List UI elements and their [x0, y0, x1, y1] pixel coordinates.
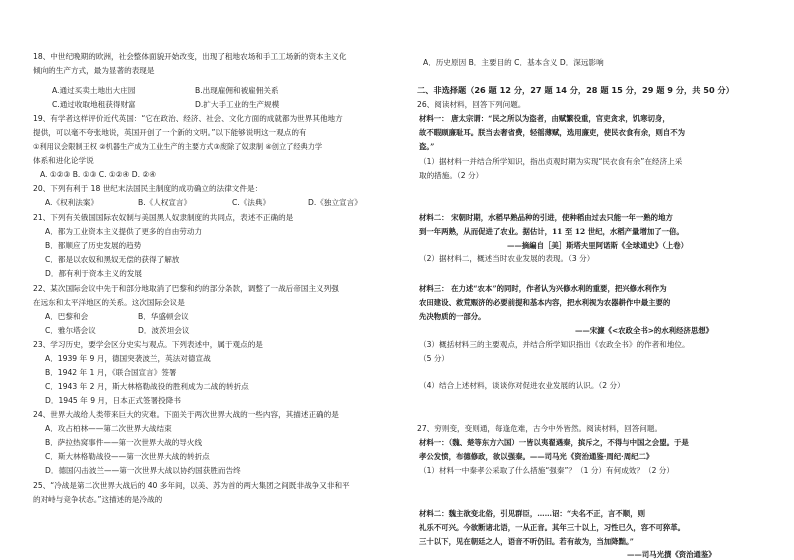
q21-option-a: A．都为工业资本主义提供了更多的自由劳动力	[45, 227, 203, 236]
q26-material2-line1: 材料二： 宋朝时期，水稻早熟品种的引进，使种稻由过去只能一年一熟的地方	[419, 213, 673, 222]
q27-material1-line1: 材料一：（魏、楚等东方六国）一皆以夷翟遇秦，摈斥之，不得与中国之会盟。于是	[419, 438, 689, 447]
q21-option-b: B．都顺应了历史发展的趋势	[45, 241, 142, 250]
q22-stem-line1: 22、某次国际会议中先于和部分地取消了巴黎和约的部分条款，调整了一战后帝国主义列强	[33, 284, 339, 293]
q21-stem: 21、下列有关俄国国际农奴制与美国黑人奴隶制度的共同点，表述不正确的是	[33, 213, 294, 222]
q27-material2-line2: 礼乐不可兴。今欲断诸北语，一从正音。其年三十以上，习性已久，容不可猝革。	[419, 523, 686, 532]
q22-option-a: A．巴黎和会	[45, 312, 89, 321]
q26-material1-line2: 故不暇顾廉耻耳。朕当去奢省费，轻徭薄赋，选用廉吏，使民衣食有余，则自不为	[419, 128, 686, 137]
q26-question4: （4）结合上述材料，谈谈你对促进农业发展的认识。（2 分）	[419, 381, 625, 390]
q27-question1: （1）材料一中秦孝公采取了什么措施“强秦”？（1 分）有何成效？（2 分）	[419, 466, 674, 475]
q26-material2-line2: 到一年两熟，从而促进了农业。据估计，11 至 12 世纪，水稻产量增加了一倍。	[419, 227, 684, 236]
q18-option-c: C.通过收取地租获得财富	[52, 100, 136, 109]
q23-option-c: C．1943 年 2 月，斯大林格勒战役的胜利成为二战的转折点	[45, 382, 249, 391]
q24-stem: 24、世界大战给人类带来巨大的灾难。下面关于两次世界大战的一些内容，其描述正确的是	[33, 410, 339, 419]
q18-option-b: B.出现雇佣和被雇佣关系	[195, 86, 279, 95]
q26-material3-source: ——宋濂《<农政全书>的水利经济思想》	[575, 326, 714, 335]
q22-option-c: C．雅尔塔会议	[45, 326, 96, 335]
q22-option-b: B．华盛顿会议	[138, 312, 189, 321]
q26-question1-line2: 取的措施。（2 分）	[419, 171, 484, 180]
q26-material1-line1: 材料一： 唐太宗谓：“民之所以为盗者，由赋繁役重，官吏贪求，饥寒切身，	[419, 114, 670, 123]
q26-material3-line2: 农田建设、救荒赈济的必要前提和基本内容，把水利视为农器耕作中最主要的	[419, 298, 671, 307]
q26-question1-line1: （1）据材料一并结合所学知识，指出贞观时期为实现“民衣食有余”在经济上采	[419, 157, 683, 166]
q20-option-a: A.《权利法案》	[45, 198, 99, 207]
q23-stem: 23、学习历史，要学会区分史实与观点。下列表述中，属于观点的是	[33, 340, 263, 349]
q19-answers: A. ①②③ B. ①③ C. ①②④ D. ②④	[40, 170, 157, 179]
q21-option-c: C．都是以农奴和黑奴无偿的获得了解放	[45, 255, 180, 264]
q27-intro: 27、穷则变，变则通，每逢危难，古今中外皆然。阅读材料，回答问题。	[417, 424, 663, 433]
q20-stem: 20、下列有利于 18 世纪末法国民主制度的成功确立的法律文件是：	[33, 184, 263, 193]
q19-stem-line2: 提供，可以毫不夸张地说，英国开创了一个新的文明。”以下能够说明这一观点的有	[33, 128, 307, 137]
q20-option-c: C.《法典》	[232, 198, 271, 207]
q19-options-line1: ①利用议会限制王权 ②机器生产成为工业生产的主要方式③废除了奴隶制 ④创立了经典力学	[33, 142, 323, 151]
q24-option-a: A．攻占柏林——第二次世界大战结束	[45, 424, 172, 433]
q26-question3-line2: （5 分）	[419, 354, 450, 363]
q19-stem-line1: 19、有学者这样评价近代英国：“它在政治、经济、社会、文化方面的成就都为世界其他地方	[33, 114, 343, 123]
q27-material2-line3: 三十以下，见在朝廷之人，语音不听仍旧。若有故为，当加降黜。”	[419, 537, 634, 546]
q27-material2-line1: 材料二：魏主欲变北俗，引见群臣，……诏：“夫名不正，言不顺，则	[419, 509, 645, 518]
q18-stem-line1: 18、中世纪晚期的欧洲，社会整体面貌开始改变，出现了租地农场和手工工场新的资本主义化	[33, 52, 347, 61]
q22-stem-line2: 在远东和太平洋地区的关系。这次国际会议是	[33, 298, 185, 307]
q23-option-a: A．1939 年 9 月，德国突袭波兰，英法对德宣战	[45, 354, 211, 363]
q25-stem-line2: 的对峙与竞争状态。”这描述的是冷战的	[33, 495, 163, 504]
q24-option-d: D．德国闪击波兰——第一次世界大战以协约国获胜而告终	[45, 466, 241, 475]
q26-material3-line3: 先决物质的一部分。	[419, 312, 486, 321]
q22-option-d: D．波茨坦会议	[138, 326, 190, 335]
q20-option-b: B.《人权宣言》	[138, 198, 192, 207]
q26-material2-source: ——摘編自［美］斯塔夫里阿诺斯《全球通史》（上卷）	[507, 241, 689, 250]
q25-stem-line1: 25、“冷战是第二次世界大战后的 40 多年间，以美、苏为首的两大集团之间既非战争又非和平	[33, 481, 350, 490]
q18-stem-line2: 倾向的生产方式，最为显著的表现是	[33, 66, 155, 75]
q23-option-b: B．1942 年 1 月，《联合国宣言》签署	[45, 368, 177, 377]
q19-options-line2: 体系和进化论学说	[33, 156, 94, 165]
q25-options: A．历史原因 B．主要目的 C．基本含义 D．深远影响	[423, 58, 604, 67]
section-heading: 二、非选择题（26 题 12 分，27 题 14 分，28 题 15 分，29 题 9 分，共 50 分）	[417, 85, 734, 95]
q26-question3-line1: （3）概括材料三的主要观点，并结合所学知识指出《农政全书》的作者和地位。	[419, 340, 690, 349]
q26-intro: 26、阅读材料，回答下列问题。	[417, 100, 526, 109]
q21-option-d: D．都有利于资本主义的发展	[45, 269, 142, 278]
q26-question2: （2）据材料二，概述当时农业发展的表现。（3 分）	[419, 254, 595, 263]
q24-option-b: B．萨拉热窝事件——第一次世界大战的导火线	[45, 438, 203, 447]
q18-option-d: D.扩大手工业的生产规模	[195, 100, 280, 109]
q23-option-d: D．1945 年 9 月，日本正式签署投降书	[45, 396, 181, 405]
q24-option-c: C．斯大林格勒战役——第一次世界大战的转折点	[45, 452, 210, 461]
q26-material3-line1: 材料三： 在力述“农本”的同时，作者认为兴修水利的重要，把兴修水利作为	[419, 284, 667, 293]
q27-material2-source: ——司马光撰《资治通鉴》	[627, 550, 716, 559]
q27-material1-line2: 孝公发愤，布德修政，欲以强秦。——司马光《资治通鉴·周纪·周纪二》	[419, 452, 654, 461]
q18-option-a: A.通过买卖土地出大庄园	[52, 86, 136, 95]
q20-option-d: D.《独立宣言》	[308, 198, 362, 207]
q26-material1-line3: 盗。”	[419, 142, 435, 151]
